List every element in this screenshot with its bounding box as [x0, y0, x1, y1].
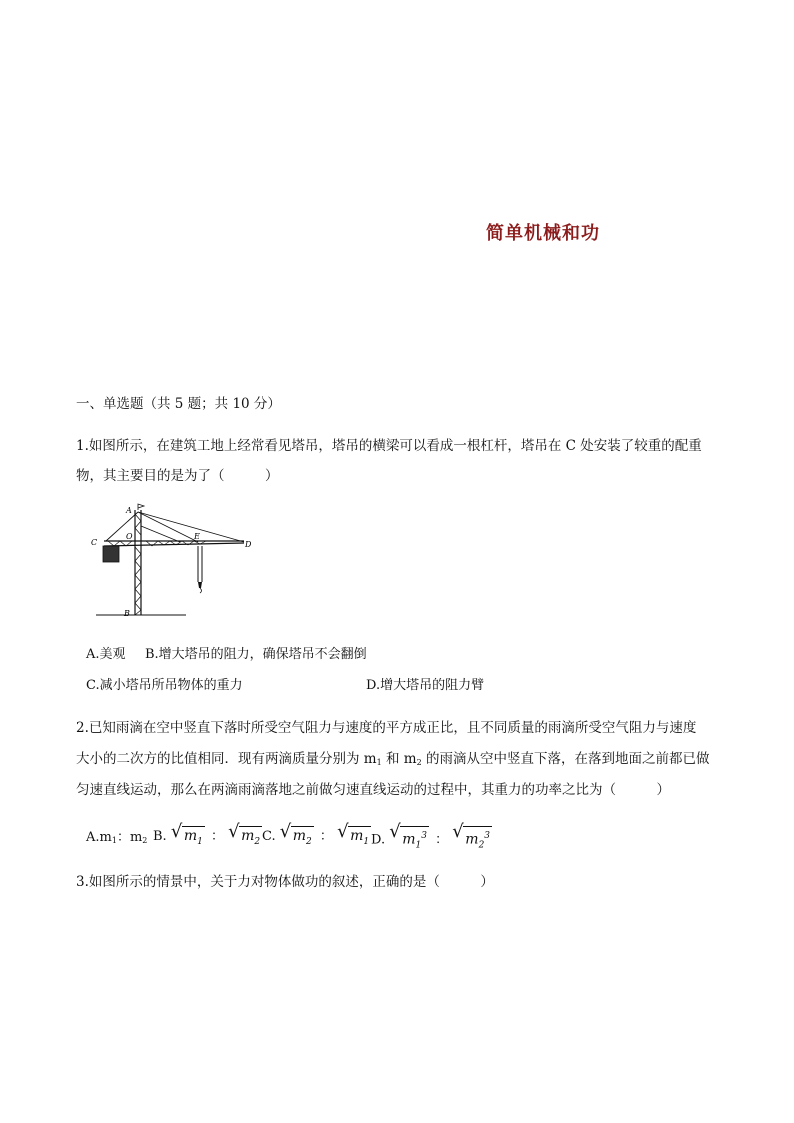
label-b: B [124, 609, 130, 618]
label-a: A [126, 506, 132, 515]
q2-option-c[interactable]: C. √ $m_2$ ： √ $m_1$ [262, 826, 373, 851]
sqrt-m1: √ $m_1$ [171, 826, 205, 851]
tower-crane-figure [86, 502, 261, 620]
q1-option-b[interactable]: B.增大塔吊的阻力，确保塔吊不会翻倒 [145, 647, 367, 662]
q2-option-a[interactable]: $A.m_1$：$m_2$ [86, 830, 148, 845]
sqrt-m1: √ $m_1$ [337, 826, 371, 851]
q2-text-line1: 2.已知雨滴在空中竖直下落时所受空气阻力与速度的平方成正比，且不同质量的雨滴所受空气阻力与速度 [76, 720, 697, 736]
q1-option-a[interactable]: A.美观 [86, 647, 126, 662]
sqrt-m1-cubed: √ $m_1^3$ [389, 826, 429, 854]
section-heading: 一、单选题（共 5 题；共 10 分） [76, 396, 281, 412]
sqrt-m2: √ $m_2$ [228, 826, 262, 851]
q1-text-line1: 1.如图所示，在建筑工地上经常看见塔吊，塔吊的横梁可以看成一根杠杆，塔吊在 C 处安装了较重的配重 [76, 438, 702, 454]
q2-option-d[interactable]: D. √ $m_1^3$ ： √ $m_2^3$ [371, 826, 494, 854]
q1-option-d[interactable]: D.增大塔吊的阻力臂 [366, 678, 485, 693]
sqrt-m2-cubed: √ $m_2^3$ [452, 826, 492, 854]
q3-text-line1: 3.如图所示的情景中，关于力对物体做功的叙述，正确的是（ ） [76, 874, 494, 890]
label-d: D [245, 540, 252, 549]
q1-option-c[interactable]: C.减小塔吊所吊物体的重力 [86, 678, 243, 693]
document-title: 简单机械和功 [486, 223, 600, 244]
label-c: C [91, 538, 98, 547]
q2-text-line3: 匀速直线运动，那么在两滴雨滴落地之前做匀速直线运动的过程中，其重力的功率之比为（ ） [76, 782, 670, 798]
q1-text-line2: 物，其主要目的是为了（ ） [76, 468, 279, 484]
label-e: E [194, 532, 200, 541]
q2-text-line2: 大小的二次方的比值相同．现有两滴质量分别为 $m_1$ 和 $m_2$ 的雨滴从空中竖直下落，在落到地面之前都已做 [76, 751, 710, 767]
sqrt-m2: √ $m_2$ [280, 826, 314, 851]
label-o: O [126, 532, 133, 541]
q2-option-b[interactable]: B. √ $m_1$ ： √ $m_2$ [153, 826, 264, 851]
